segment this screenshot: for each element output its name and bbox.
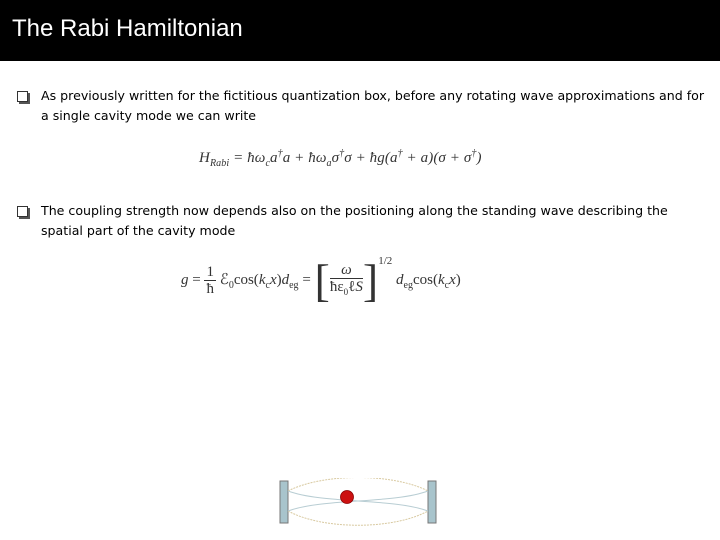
standing-wave-upper	[288, 478, 428, 491]
bullet-item	[17, 201, 707, 241]
rabi-hamiltonian-equation: $H_{Rabi}$ = $ħ\omega_ca^\dagger a$ + $ħ\omega_a\sigma^\dagger\sigma$ + ħg(a† + a)(σ + σ†)	[199, 148, 482, 169]
cavity-diagram	[278, 478, 442, 526]
right-mirror	[428, 481, 436, 523]
left-mirror	[280, 481, 288, 523]
checkbox-bullet-icon	[17, 206, 28, 217]
standing-wave-cross-2	[288, 491, 428, 511]
title-bar	[0, 0, 720, 61]
coupling-strength-equation: g = $\frac{1}{ħ}$ $ℰ_0\cos(k_cx)d_{eg}$ = [ $\frac{\omega}{ħ\varepsilon_0\ell S}$ ]$^{1/2}$ $d_{eg}\cos(k_cx)$	[181, 254, 461, 306]
bullet-item	[17, 86, 707, 126]
checkbox-bullet-icon	[17, 91, 28, 102]
atom-icon	[341, 491, 354, 504]
bullet-text: The coupling strength now depends also on the positioning along the standing wave describing the spatial part of the cavity mode	[41, 203, 668, 238]
standing-wave-lower	[288, 511, 428, 525]
bullet-text: As previously written for the fictitious quantization box, before any rotating wave approximations and for a single cavity mode we can write	[41, 88, 705, 123]
slide-title: The Rabi Hamiltonian	[12, 15, 243, 42]
